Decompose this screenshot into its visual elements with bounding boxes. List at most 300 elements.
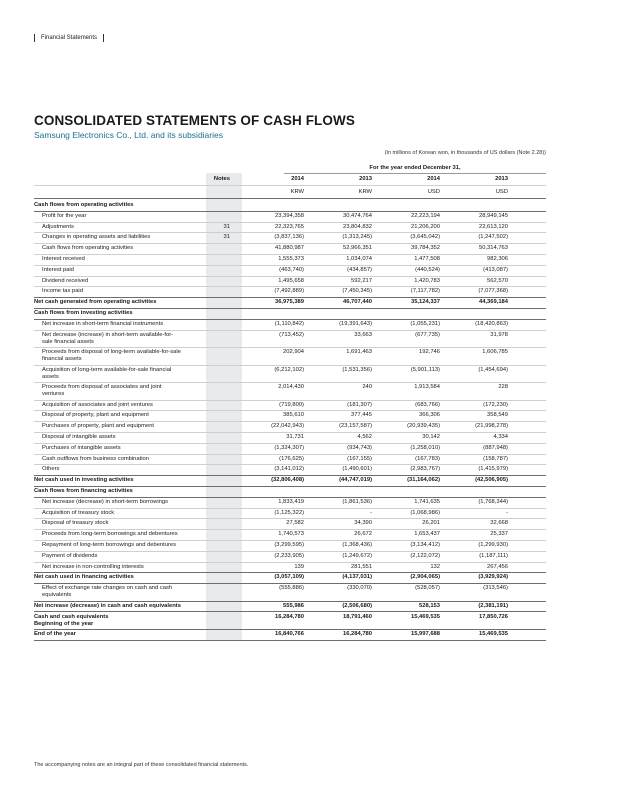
row-label-line: Proceeds from disposal of long-term available-for-sale: [42, 349, 181, 356]
divider: [34, 232, 546, 233]
table-row: [34, 553, 546, 560]
row-label-line: Cash flows from operating activities: [42, 245, 134, 252]
row-notes: [202, 564, 230, 571]
row-label: [34, 477, 202, 484]
column-header-currency: [34, 189, 546, 196]
period-header: For the year ended December 31,: [284, 162, 546, 174]
row-value: (1,368,436): [342, 542, 372, 548]
row-label: [34, 564, 202, 571]
divider: [34, 640, 546, 641]
row-label-line: assets: [42, 373, 59, 380]
row-notes: [202, 367, 230, 381]
row-value: (330,070): [347, 585, 372, 592]
row-label-line: Net increase (decrease) in short-term borrowings: [42, 498, 168, 505]
row-value: (3,929,924): [478, 574, 508, 581]
row-notes: [202, 614, 230, 628]
divider: [34, 572, 546, 573]
row-notes: [202, 456, 230, 463]
row-label: [34, 510, 202, 517]
row-label: [34, 224, 202, 231]
row-value: (4,137,031): [342, 574, 372, 581]
row-label: [34, 631, 202, 638]
year-header: 2014: [427, 176, 440, 182]
row-value: 41,880,987: [274, 245, 304, 252]
table-row: [34, 288, 546, 295]
row-value: 23,804,832: [342, 223, 372, 230]
divider: [34, 475, 546, 476]
row-value: (440,524): [415, 266, 440, 273]
row-value: (31,164,062): [407, 477, 440, 484]
divider: [34, 382, 546, 383]
row-notes: [202, 299, 230, 306]
divider: [34, 611, 546, 612]
row-label-line: Interest received: [42, 256, 85, 262]
total-row: [34, 299, 546, 306]
row-label: [34, 423, 202, 430]
row-value: (3,134,412): [410, 542, 440, 548]
table-row: [34, 585, 546, 599]
row-value: 1,477,508: [414, 256, 440, 262]
row-value: 1,741,635: [414, 498, 440, 505]
row-label: [34, 267, 202, 274]
row-value: 202,904: [283, 349, 304, 356]
row-value: (2,904,065): [410, 574, 440, 581]
row-value: 15,997,688: [410, 631, 440, 637]
year-header: 2013: [359, 176, 372, 182]
row-label-line: Net increase (decrease) in cash and cash equivalents: [34, 602, 181, 609]
row-value: (3,141,012): [274, 466, 304, 473]
row-notes: [202, 466, 230, 473]
row-value: 4,562: [357, 434, 372, 440]
row-value: [240, 202, 304, 209]
row-value: [308, 488, 372, 495]
total-row: [34, 603, 546, 610]
row-value: 22,613,120: [478, 223, 508, 230]
row-value: (1,110,842): [274, 320, 304, 327]
row-value: (887,948): [483, 444, 508, 451]
row-value: 16,284,780: [342, 631, 372, 637]
table-row: [34, 234, 546, 241]
row-label-line: Cash flows from investing activities: [34, 310, 133, 316]
row-value: (713,452): [279, 331, 304, 338]
row-label: [34, 542, 202, 549]
row-value: 44,369,184: [478, 299, 508, 306]
row-label: [34, 288, 202, 295]
row-value: 385,610: [283, 412, 304, 419]
row-label-line: ventures: [42, 391, 65, 398]
row-value: 30,474,764: [342, 212, 372, 219]
row-label-line: Purchases of property, plant and equipment: [42, 423, 155, 430]
row-label: [34, 332, 202, 346]
row-label-line: Adjustments: [42, 223, 74, 230]
table-row: [34, 367, 546, 381]
row-value: 1,691,463: [346, 349, 372, 356]
row-notes: [202, 488, 230, 495]
divider: [34, 243, 546, 244]
row-value: 240: [362, 384, 372, 391]
row-label-line: Purchases of intangible assets: [42, 444, 121, 451]
row-value: 26,672: [354, 531, 372, 538]
row-value: 52,966,351: [342, 245, 372, 252]
row-value: 31,978: [490, 331, 508, 338]
row-notes: [202, 412, 230, 419]
total-row: [34, 477, 546, 484]
table-row: [34, 402, 546, 409]
row-value: [240, 488, 304, 495]
row-label-line: Income tax paid: [42, 288, 83, 295]
divider: [34, 254, 546, 255]
row-value: (158,787): [483, 455, 508, 462]
row-label-line: Interest paid: [42, 266, 74, 273]
row-label: [34, 384, 202, 398]
row-label-line: Net decrease (increase) in short-term available-for-: [42, 331, 174, 338]
row-value: 22,223,194: [410, 212, 440, 219]
table-row: [34, 278, 546, 285]
row-label-line: Cash and cash equivalents: [34, 613, 109, 620]
divider: [34, 286, 546, 287]
row-label: [34, 256, 202, 263]
divider: [34, 308, 546, 309]
row-value: (1,324,307): [274, 444, 304, 451]
notes-header: Notes: [213, 176, 230, 182]
row-value: 27,582: [286, 520, 304, 527]
row-label-line: Payment of dividends: [42, 552, 98, 559]
divider: [34, 540, 546, 541]
row-value: -: [370, 509, 372, 516]
row-value: 33,663: [354, 331, 372, 338]
row-value: (167,783): [415, 455, 440, 462]
row-value: 982,306: [487, 256, 508, 262]
table-row: [34, 224, 546, 231]
row-value: (1,768,344): [478, 498, 508, 505]
row-label-line: financial assets: [42, 356, 82, 363]
row-value: (2,506,680): [342, 602, 372, 609]
section-row: [34, 310, 546, 317]
row-value: 1,653,437: [414, 531, 440, 538]
row-value: [444, 202, 508, 209]
row-label-line: equivalents: [42, 592, 72, 599]
row-value: 592,217: [351, 277, 372, 284]
row-value: 17,850,726: [478, 613, 508, 620]
row-label-line: Net cash used in investing activities: [34, 477, 134, 484]
row-value: (1,247,502): [478, 234, 508, 241]
row-value: 555,986: [283, 602, 304, 609]
row-label-line: Repayment of long-term borrowings and debentures: [42, 542, 177, 548]
row-value: 23,394,358: [274, 212, 304, 219]
row-label: [34, 466, 202, 473]
row-value: 1,833,419: [278, 498, 304, 505]
row-value: (434,857): [347, 266, 372, 273]
row-value: 1,913,584: [414, 384, 440, 391]
row-notes: [202, 332, 230, 346]
row-label-line: Profit for the year: [42, 212, 87, 219]
row-value: 26,201: [422, 520, 440, 527]
row-value: (934,743): [347, 444, 372, 451]
page-title: CONSOLIDATED STATEMENTS OF CASH FLOWS: [34, 113, 355, 128]
row-value: (2,983,767): [410, 466, 440, 473]
row-label-line: Disposal of treasury stock: [42, 520, 109, 527]
row-value: [376, 202, 440, 209]
row-label: [34, 213, 202, 220]
row-value: (1,299,930): [478, 542, 508, 548]
row-value: (7,492,889): [274, 288, 304, 295]
total-row: [34, 614, 546, 628]
section-label: Financial Statements: [41, 35, 98, 41]
row-value: (1,249,672): [342, 552, 372, 559]
row-value: 15,469,535: [410, 613, 440, 620]
row-notes: [202, 267, 230, 274]
row-value: 30,142: [422, 434, 440, 440]
row-label-line: Cash flows from operating activities: [34, 202, 134, 208]
row-label: [34, 412, 202, 419]
row-notes: [202, 402, 230, 409]
row-value: 21,206,200: [410, 223, 440, 230]
table-row: [34, 267, 546, 274]
row-label-line: Beginning of the year: [34, 620, 94, 627]
row-label-line: sale financial assets: [42, 338, 94, 345]
row-value: (22,042,943): [271, 423, 304, 430]
row-value: (19,391,643): [339, 320, 372, 327]
row-value: (20,939,435): [407, 423, 440, 430]
currency-header: USD: [495, 189, 508, 195]
table-row: [34, 384, 546, 398]
row-label-line: Proceeds from long-term borrowings and debentures: [42, 531, 178, 538]
row-notes: [202, 321, 230, 328]
row-value: [444, 310, 508, 317]
row-value: (555,886): [279, 585, 304, 592]
total-row: [34, 574, 546, 581]
row-value: (6,212,102): [274, 366, 304, 373]
row-notes: [202, 434, 230, 441]
row-notes: 31: [223, 234, 230, 241]
row-value: (463,740): [279, 266, 304, 273]
table-row: [34, 434, 546, 441]
table-row: [34, 499, 546, 506]
currency-header: KRW: [290, 189, 304, 195]
row-notes: [202, 603, 230, 610]
row-value: 1,420,783: [414, 277, 440, 284]
row-notes: [202, 477, 230, 484]
divider: [34, 629, 546, 630]
table-row: [34, 412, 546, 419]
row-value: (3,645,042): [410, 234, 440, 241]
row-value: 1,495,658: [278, 277, 304, 284]
row-label: [34, 321, 202, 328]
divider: [34, 583, 546, 584]
row-notes: 31: [223, 223, 230, 230]
section-row: [34, 488, 546, 495]
section-header: [34, 31, 104, 45]
row-value: (1,125,322): [274, 509, 304, 516]
row-notes: [202, 278, 230, 285]
table-row: [34, 456, 546, 463]
row-value: 1,555,373: [278, 256, 304, 262]
row-value: 4,334: [493, 434, 508, 440]
row-value: 228: [498, 384, 508, 391]
divider: [34, 297, 546, 298]
unit-note: (In millions of Korean won, in thousands of US dollars (Note 2.28)): [384, 150, 546, 156]
row-label: [34, 367, 202, 381]
row-value: (167,155): [347, 455, 372, 462]
row-notes: [202, 531, 230, 538]
row-label: [34, 574, 202, 581]
row-value: (683,766): [415, 401, 440, 408]
year-header: 2013: [495, 176, 508, 182]
divider: [34, 529, 546, 530]
row-value: 132: [430, 563, 440, 570]
row-label: [34, 520, 202, 527]
row-value: [444, 488, 508, 495]
row-notes: [202, 288, 230, 295]
row-label-line: Disposal of intangible assets: [42, 434, 116, 440]
row-value: (1,861,536): [342, 498, 372, 505]
row-label: [34, 531, 202, 538]
divider: [34, 432, 546, 433]
row-value: (42,506,905): [475, 477, 508, 484]
row-label-line: End of the year: [34, 631, 76, 637]
row-label-line: Changes in operating assets and liabilities: [42, 234, 151, 241]
table-row: [34, 213, 546, 220]
row-notes: [202, 245, 230, 252]
row-notes: [202, 202, 230, 209]
row-label: [34, 349, 202, 363]
row-value: [308, 202, 372, 209]
row-notes: [202, 542, 230, 549]
row-value: (677,735): [415, 331, 440, 338]
row-label: [34, 553, 202, 560]
row-value: (176,625): [279, 455, 304, 462]
row-label: [34, 614, 202, 628]
row-label-line: Acquisition of treasury stock: [42, 509, 115, 516]
row-value: 18,791,460: [342, 613, 372, 620]
divider: [34, 34, 35, 42]
currency-header: USD: [427, 189, 440, 195]
row-label-line: Acquisition of associates and joint ventures: [42, 401, 153, 408]
footnote: The accompanying notes are an integral part of these consolidated financial statements.: [34, 762, 249, 768]
row-value: 2,014,430: [278, 384, 304, 391]
row-label-line: Proceeds from disposal of associates and joint: [42, 384, 162, 391]
row-value: 192,746: [419, 349, 440, 356]
row-value: (181,307): [347, 401, 372, 408]
row-value: (1,055,231): [410, 320, 440, 327]
row-value: 1,606,785: [482, 349, 508, 356]
page-subtitle: Samsung Electronics Co., Ltd. and its subsidiaries: [34, 130, 223, 140]
currency-header: KRW: [358, 189, 372, 195]
divider: [103, 34, 104, 42]
row-value: [240, 310, 304, 317]
row-label-line: Net cash generated from operating activities: [34, 299, 157, 306]
table-row: [34, 466, 546, 473]
table-row: [34, 564, 546, 571]
table-row: [34, 256, 546, 263]
divider: [34, 486, 546, 487]
row-value: (32,806,408): [271, 477, 304, 484]
row-label: [34, 278, 202, 285]
row-value: (1,258,010): [410, 444, 440, 451]
row-value: (23,157,587): [339, 423, 372, 430]
row-notes: [202, 520, 230, 527]
row-value: 39,784,352: [410, 245, 440, 252]
row-value: -: [506, 509, 508, 516]
row-notes: [202, 423, 230, 430]
row-label: [34, 234, 202, 241]
row-label-line: Effect of exchange rate changes on cash and cash: [42, 585, 173, 592]
divider: [34, 198, 546, 199]
row-value: (1,454,694): [478, 366, 508, 373]
row-label-line: Dividend received: [42, 277, 89, 284]
table-row: [34, 445, 546, 452]
row-value: 15,469,535: [478, 631, 508, 637]
row-label: [34, 310, 202, 317]
row-label: [34, 445, 202, 452]
row-notes: [202, 213, 230, 220]
row-value: 36,975,389: [274, 299, 304, 306]
table-row: [34, 520, 546, 527]
section-row: [34, 202, 546, 209]
row-value: (1,068,986): [410, 509, 440, 516]
year-header: 2014: [291, 176, 304, 182]
row-value: (1,187,111): [479, 552, 508, 559]
row-value: 358,549: [487, 412, 508, 419]
total-row: [34, 631, 546, 638]
row-value: (413,087): [483, 266, 508, 273]
row-value: 366,306: [419, 412, 440, 419]
row-label: [34, 202, 202, 209]
row-notes: [202, 510, 230, 517]
row-notes: [202, 631, 230, 638]
row-label: [34, 603, 202, 610]
row-value: 32,668: [490, 520, 508, 527]
row-value: (3,057,109): [274, 574, 304, 581]
row-value: [376, 310, 440, 317]
row-value: 16,840,766: [274, 631, 304, 637]
table-row: [34, 332, 546, 346]
row-value: 562,570: [487, 277, 508, 284]
row-value: (5,901,113): [410, 366, 440, 373]
row-value: (3,299,595): [274, 542, 304, 548]
row-notes: [202, 310, 230, 317]
divider: [34, 421, 546, 422]
row-value: 28,949,145: [478, 212, 508, 219]
table-row: [34, 531, 546, 538]
row-label-line: Cash outflows from business combination: [42, 455, 149, 462]
row-value: 25,337: [490, 531, 508, 538]
row-label: [34, 434, 202, 441]
row-label-line: Net increase in short-term financial instruments: [42, 320, 164, 327]
row-value: [308, 310, 372, 317]
table-row: [34, 423, 546, 430]
row-value: 139: [294, 563, 304, 570]
row-label: [34, 402, 202, 409]
row-value: (1,490,601): [342, 466, 372, 473]
row-value: 16,284,780: [274, 613, 304, 620]
row-value: 50,314,763: [478, 245, 508, 252]
row-notes: [202, 553, 230, 560]
row-value: (719,800): [279, 401, 304, 408]
row-label: [34, 585, 202, 599]
row-value: (7,077,368): [478, 288, 508, 295]
row-label: [34, 456, 202, 463]
row-value: 35,124,337: [410, 299, 440, 306]
row-value: (18,420,863): [475, 320, 508, 327]
row-value: 528,153: [419, 602, 440, 609]
row-value: (21,998,278): [475, 423, 508, 430]
divider: [34, 347, 546, 348]
row-label: [34, 299, 202, 306]
row-label: [34, 245, 202, 252]
column-header-years: [34, 176, 546, 183]
row-value: (44,747,019): [339, 477, 372, 484]
